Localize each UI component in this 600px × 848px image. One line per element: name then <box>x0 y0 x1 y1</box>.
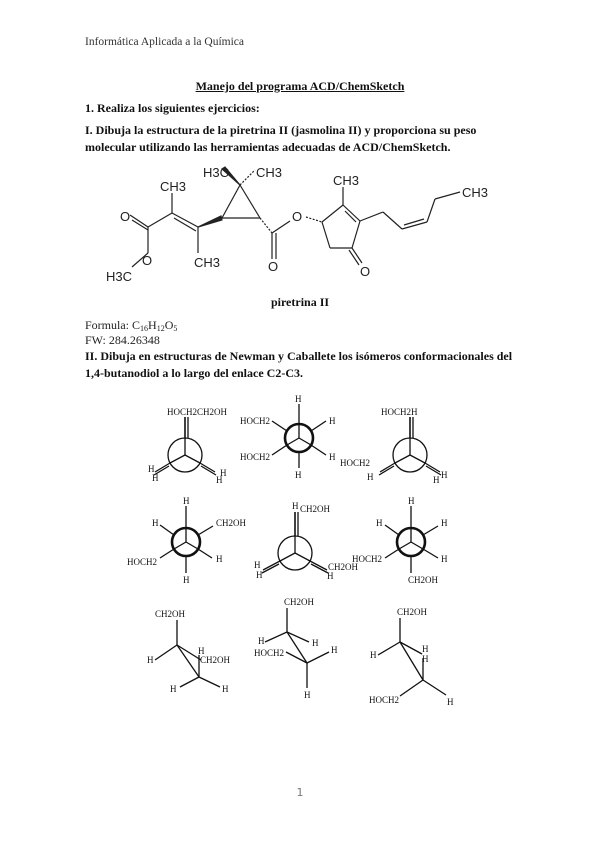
n2-label-h: H <box>329 452 336 462</box>
n3-label-top: HOCH2H <box>381 407 418 417</box>
formula-c-count: 16 <box>140 324 149 333</box>
s3-label-ch2oh: CH2OH <box>397 607 428 617</box>
exercise-1-statement: I. Dibuja la estructura de la piretrina II (jasmolina II) y proporciona su peso molecular utilizando las herramientas adecuadas de ACD/ChemSketch. <box>85 123 477 154</box>
exercise-2-statement: II. Dibuja en estructuras de Newman y Caballete los isómeros conformacionales del 1,4-butanodiol a lo largo del enlace C2-C3. <box>85 349 513 380</box>
n5-label-h: H <box>254 560 261 570</box>
n2-label-h: H <box>295 470 302 480</box>
s3-label-h: H <box>422 644 429 654</box>
label-ch3-alkene: CH3 <box>160 179 187 194</box>
n6-label-hoch2: HOCH2 <box>352 554 383 564</box>
label-ch3-ring: CH3 <box>333 173 360 188</box>
structure-caption: piretrina II <box>270 295 330 309</box>
s3-label-h: H <box>422 654 429 664</box>
n5-label-ch2oh: CH2OH <box>328 562 359 572</box>
n1-label-top: HOCH2CH2OH <box>167 407 228 417</box>
s3-label-hoch2: HOCH2 <box>369 695 400 705</box>
s3-label-h: H <box>370 650 377 660</box>
s2-label-h: H <box>304 690 311 700</box>
formula-c: C <box>132 318 141 332</box>
running-header: Informática Aplicada a la Química <box>85 36 245 48</box>
n5-label-h: H <box>292 501 299 511</box>
s2-label-h: H <box>258 636 265 646</box>
s1-label-h: H <box>222 684 229 694</box>
title-text: Manejo del programa ACD/ChemSketch <box>195 79 405 93</box>
n2-label-h: H <box>329 416 336 426</box>
n5-label-ch2oh: CH2OH <box>300 504 331 514</box>
label-o-cyclopropyl-carbonyl: O <box>268 259 279 274</box>
formula-h: H <box>148 318 157 332</box>
n3-label-h: H <box>441 470 448 480</box>
n1-label-h: H <box>148 464 155 474</box>
n3-label-h: H <box>433 475 440 485</box>
n1-label-h: H <box>216 475 223 485</box>
label-ch3-lower: CH3 <box>194 255 221 270</box>
n1-label-h: H <box>220 468 227 478</box>
s2-label-ch2oh: CH2OH <box>284 597 315 607</box>
label-o-carbonyl: O <box>120 209 131 224</box>
formula-h-count: 12 <box>156 324 165 333</box>
s1-label-h: H <box>147 655 154 665</box>
n2-label-hoch2: HOCH2 <box>240 416 271 426</box>
n4-label-ch2oh: CH2OH <box>216 518 247 528</box>
n2-label-hoch2: HOCH2 <box>240 452 271 462</box>
s1-label-h: H <box>198 646 205 656</box>
formula-label: Formula: <box>85 318 132 332</box>
n5-label-h: H <box>327 571 334 581</box>
fw-line <box>85 333 160 348</box>
n4-label-h: H <box>183 496 190 506</box>
s2-label-h: H <box>312 638 319 648</box>
pyrethrin-ii-structure <box>90 155 510 295</box>
fw-value: 284.26348 <box>108 333 160 347</box>
label-h3c-top: H3C <box>203 165 230 180</box>
n6-label-ch2oh: CH2OH <box>408 575 439 585</box>
n4-label-h: H <box>183 575 190 585</box>
s1-label-ch2oh: CH2OH <box>200 655 231 665</box>
s1-label-ch2oh: CH2OH <box>155 609 186 619</box>
n2-label-h: H <box>295 394 302 404</box>
n4-label-hoch2: HOCH2 <box>127 557 158 567</box>
label-o-ketone: O <box>360 264 371 279</box>
s1-label-h: H <box>170 684 177 694</box>
label-ch3-top: CH3 <box>256 165 283 180</box>
page-title <box>0 79 600 94</box>
label-h3c-methoxy: H3C <box>106 269 133 284</box>
n6-label-h: H <box>441 554 448 564</box>
n6-label-h: H <box>376 518 383 528</box>
n4-label-h: H <box>152 518 159 528</box>
label-ch3-chain: CH3 <box>462 185 489 200</box>
n3-label-h: H <box>367 472 374 482</box>
n5-label-h: H <box>256 570 263 580</box>
n1-label-h: H <box>152 473 159 483</box>
n6-label-h: H <box>441 518 448 528</box>
label-o-ester: O <box>142 253 153 268</box>
page-number: 1 <box>296 786 304 799</box>
section-heading-1: 1. Realiza los siguientes ejercicios: <box>85 101 260 115</box>
n4-label-h: H <box>216 554 223 564</box>
formula-o-count: 5 <box>173 324 178 333</box>
n6-label-h: H <box>408 496 415 506</box>
s2-label-hoch2: HOCH2 <box>254 648 285 658</box>
s2-label-h: H <box>331 645 338 655</box>
s3-label-h: H <box>447 697 454 707</box>
n3-label-hoch2: HOCH2 <box>340 458 371 468</box>
newman-sawhorse-figures <box>0 390 600 730</box>
fw-label: FW: <box>85 333 109 347</box>
label-o-ester-link: O <box>292 209 303 224</box>
formula-o: O <box>164 318 174 332</box>
